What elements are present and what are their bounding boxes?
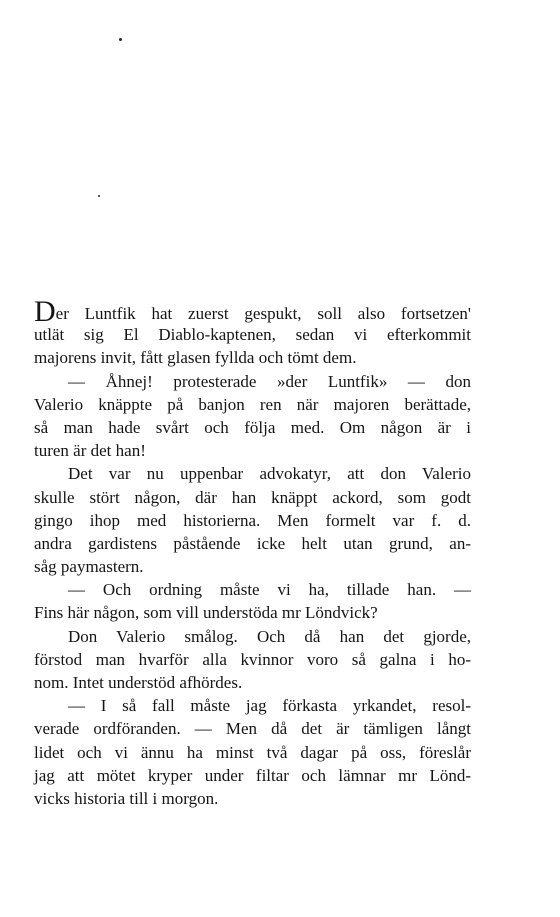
text-line [34, 694, 471, 717]
text-line-content: Valerio knäppte på banjon ren när majoren berättade, [34, 394, 471, 414]
text-line-content: andra gardistens påstående icke helt utan grund, an- [34, 533, 471, 553]
text-line-content: nom. Intet understöd afhördes. [34, 673, 243, 692]
text-line-content: Don Valerio smålog. Och då han det gjorde, [68, 626, 471, 646]
text-line-content: jag att mötet kryper under filtar och lämnar mr Lönd- [34, 765, 471, 785]
text-line-content: gingo ihop med historierna. Men formelt var f. d. [34, 510, 471, 530]
text-line [34, 416, 471, 439]
ink-speck [119, 38, 122, 41]
text-line-content: er Luntfik hat zuerst gespukt, soll also fortsetzen' [55, 304, 471, 323]
text-line-content: lidet och vi ännu ha minst två dagar på oss, föreslår [34, 742, 471, 762]
text-line [34, 578, 471, 601]
text-line-content: förstod man hvarför alla kvinnor voro så galna i ho- [34, 649, 471, 669]
text-line-content: så man hade svårt och följa med. Om någon är i [34, 417, 471, 437]
text-line-content: — Och ordning måste vi ha, tillade han. — [68, 580, 471, 600]
ink-speck [98, 195, 100, 197]
text-line-content: utlät sig El Diablo-kaptenen, sedan vi efterkommit [34, 325, 471, 345]
text-line-content: majorens invit, fått glasen fyllda och tömt dem. [34, 348, 357, 368]
text-line [34, 648, 471, 671]
text-line-content: Fins här någon, som vill understöda mr Löndvick? [34, 603, 378, 623]
text-line [34, 393, 471, 416]
text-line-content: verade ordföranden. — Men då det är tämligen långt [34, 719, 471, 739]
text-line [34, 439, 471, 462]
text-line [34, 625, 471, 648]
drop-cap: D [34, 295, 56, 328]
text-line [34, 764, 471, 787]
text-line-content: såg paymastern. [34, 557, 144, 577]
text-line-content: skulle stört någon, där han knäppt ackord, som godt [34, 487, 471, 507]
text-line [34, 370, 471, 393]
text-line [34, 323, 471, 346]
text-line [34, 532, 471, 555]
text-line-content: vicks historia till i morgon. [34, 788, 219, 808]
text-line-content: — I så fall måste jag förkasta yrkandet, resol- [68, 696, 471, 716]
text-line [34, 509, 471, 532]
text-line [34, 741, 471, 764]
text-line [34, 295, 471, 328]
text-line [34, 346, 471, 369]
page-body-text [34, 295, 471, 810]
text-line [34, 555, 471, 578]
text-line-content: — Åhnej! protesterade »der Luntfik» — don [68, 371, 471, 391]
text-line-content: Det var nu uppenbar advokatyr, att don Valerio [68, 464, 471, 484]
text-line [34, 462, 471, 485]
text-line [34, 601, 471, 624]
text-line [34, 787, 471, 810]
text-line [34, 717, 471, 740]
text-line [34, 486, 471, 509]
text-line-content: turen är det han! [34, 441, 146, 461]
text-line [34, 671, 471, 694]
